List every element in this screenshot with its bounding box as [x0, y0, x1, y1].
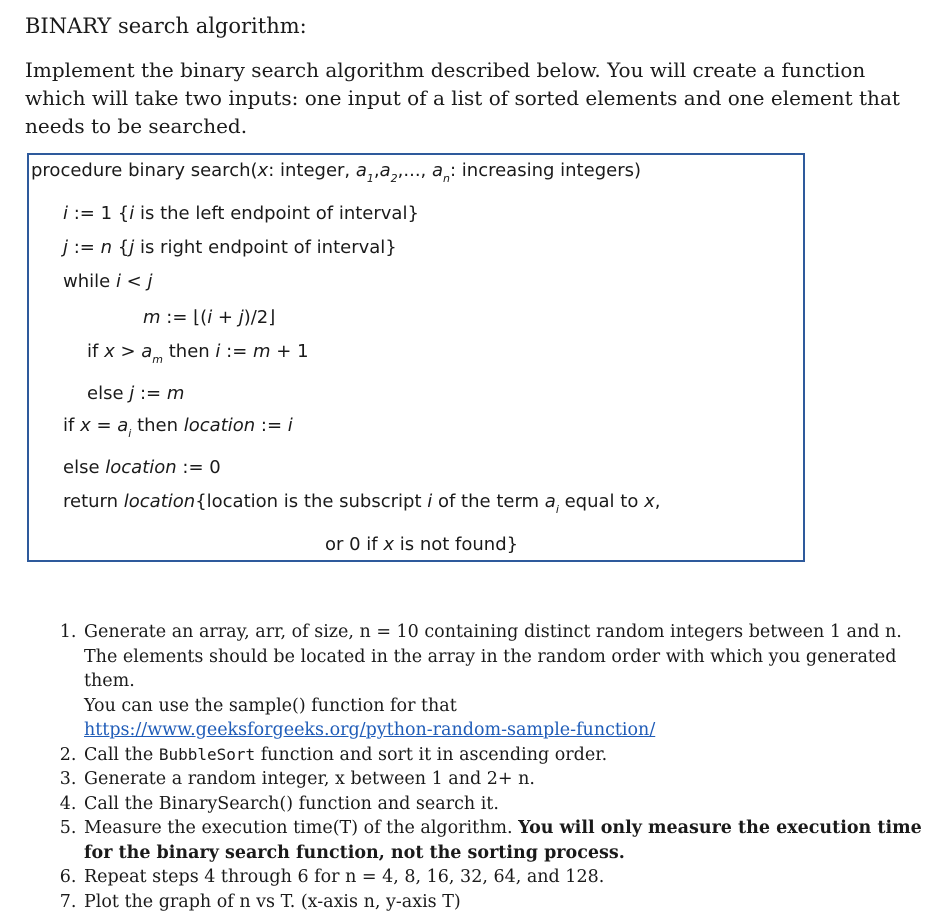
- pseudo-line-while: while i < j: [63, 271, 153, 292]
- pseudo-line-return-cont: or 0 if x is not found}: [325, 534, 519, 555]
- bubblesort-code: BubbleSort: [158, 744, 256, 764]
- pseudo-line-1: i := 1 {i is the left endpoint of interval}: [63, 203, 419, 224]
- pseudo-line-if-eq: if $x = a_i$ then location := i: [63, 415, 293, 440]
- page-title: BINARY search algorithm:: [25, 14, 307, 38]
- step-2: 2. Call the BubbleSort function and sort it in ascending order.: [82, 743, 922, 768]
- step-6: 6. Repeat steps 4 through 6 for n = 4, 8, 16, 32, 64, and 128.: [82, 865, 922, 890]
- step-4: 4. Call the BinarySearch() function and search it.: [82, 792, 922, 817]
- step-1: 1. Generate an array, arr, of size, n = 10 containing distinct random integers between 1 and n. The elements should be located in the array in the random order with which you generated them. You can use the sample() function for that https://www.geeksforgeeks.org/python-random-sample-function/: [82, 620, 922, 743]
- procedure-header: procedure binary search(x: integer, $a_1,a_2$,..., $a_n$: increasing integers): [31, 160, 641, 185]
- intro-paragraph: Implement the binary search algorithm described below. You will create a function which will take two inputs: one input of a list of sorted elements and one element that needs to be searched.: [25, 58, 900, 138]
- step-7: 7. Plot the graph of n vs T. (x-axis n, y-axis T): [82, 890, 922, 915]
- pseudo-line-2: j := n {j is right endpoint of interval}: [63, 237, 397, 258]
- pseudo-line-if-gt: if $x > a_m$ then i := m + 1: [87, 341, 309, 366]
- sample-function-link[interactable]: https://www.geeksforgeeks.org/python-random-sample-function/: [84, 720, 656, 740]
- pseudo-line-else-loc: else location := 0: [63, 457, 221, 478]
- pseudo-line-return: return location{location is the subscript i of the term $a_i$ equal to x,: [63, 491, 661, 516]
- pseudo-line-m: m := ⌊(i + j)/2⌋: [143, 307, 276, 328]
- step-5: 5. Measure the execution time(T) of the algorithm. You will only measure the execution time for the binary search function, not the sorting process.: [82, 816, 922, 865]
- steps-list: [52, 620, 922, 914]
- pseudo-line-else-j: else j := m: [87, 383, 185, 404]
- step-3: 3. Generate a random integer, x between 1 and 2+ n.: [82, 767, 922, 792]
- pseudocode-box: [27, 153, 805, 562]
- keyword-procedure: procedure: [31, 160, 123, 181]
